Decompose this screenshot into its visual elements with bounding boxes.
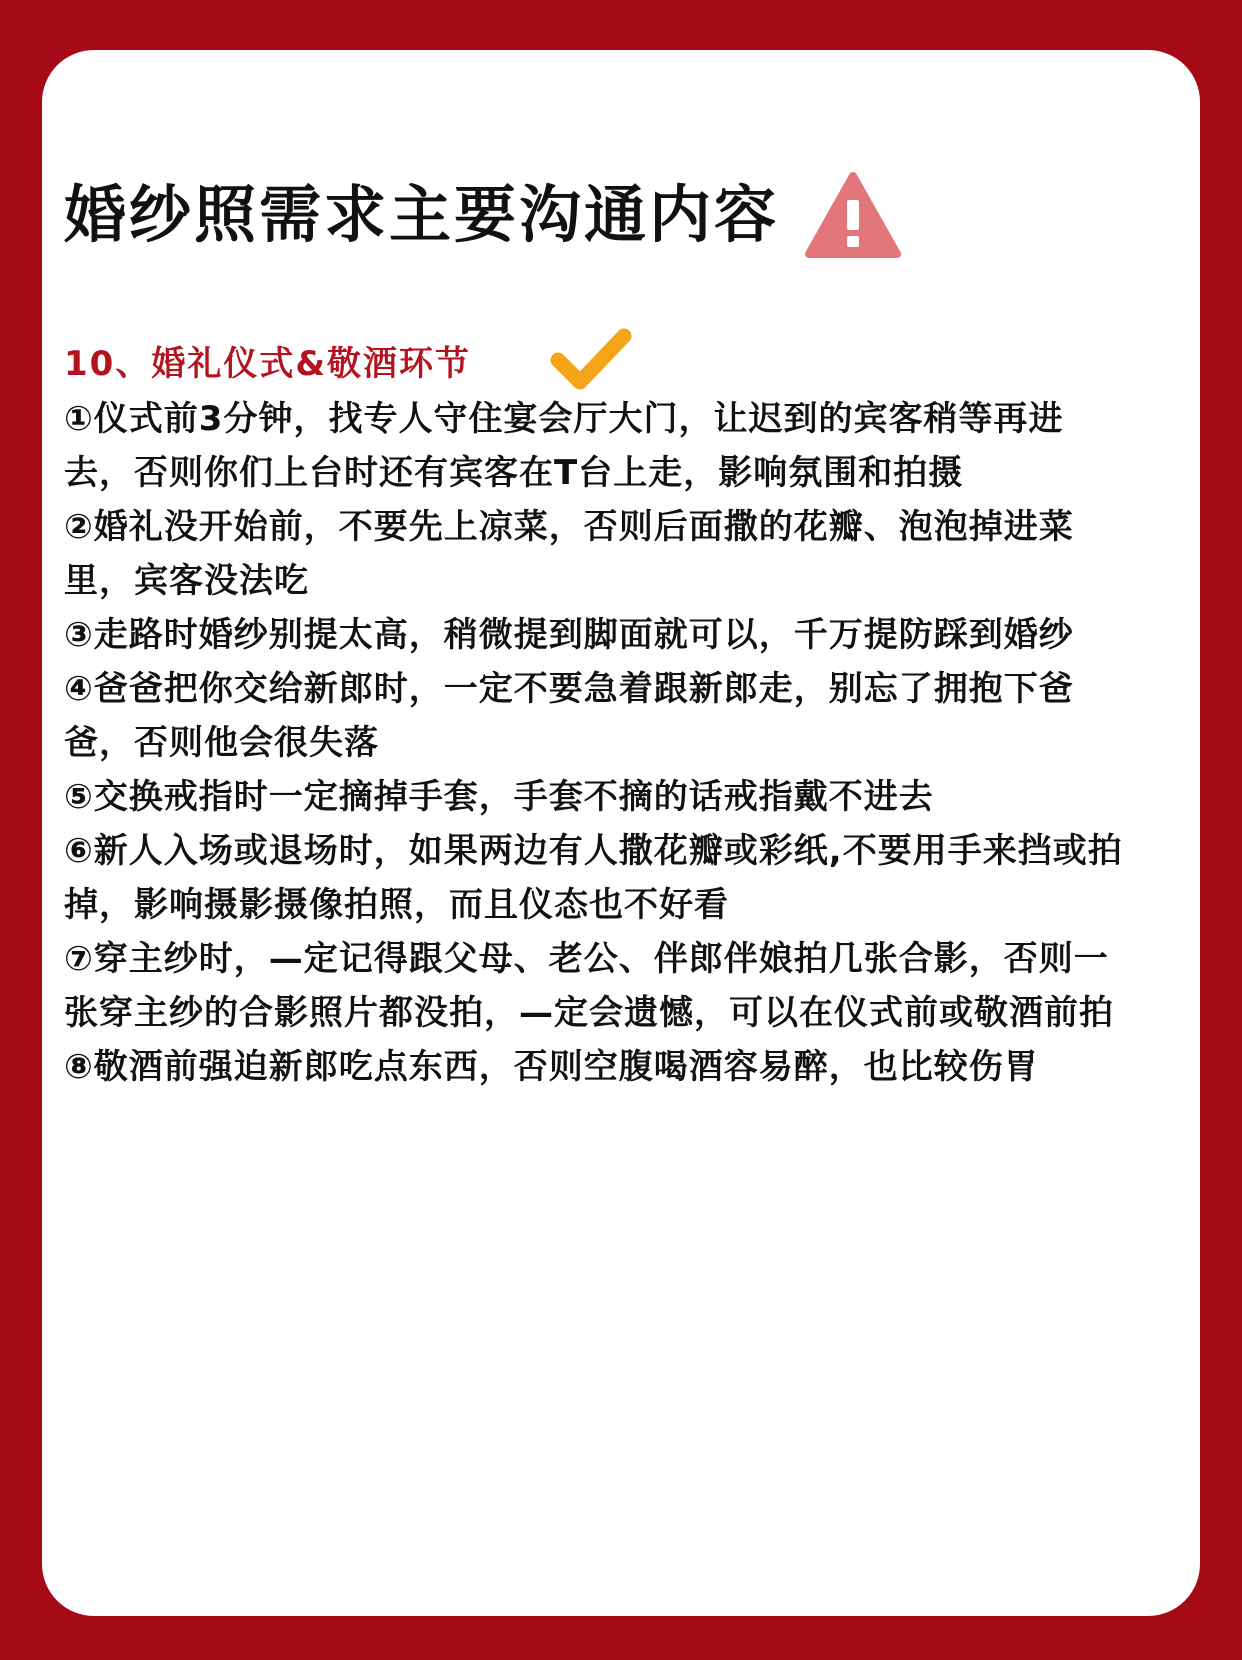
list-item: ②婚礼没开始前，不要先上凉菜，否则后面撒的花瓣、泡泡掉进菜里，宾客没法吃: [64, 507, 1074, 601]
list-item: ⑥新人入场或退场时，如果两边有人撒花瓣或彩纸,不要用手来挡或拍掉，影响摄影摄像拍照，而且仪态也不好看: [64, 831, 1123, 925]
list-item: ①仪式前3分钟，找专人守住宴会厅大门，让迟到的宾客稍等再进去，否则你们上台时还有宾客在T台上走，影响氛围和拍摄: [64, 399, 1064, 493]
warning-triangle-icon: [805, 170, 901, 260]
page-title: 婚纱照需求主要沟通内容: [64, 178, 780, 251]
section-header: [64, 320, 471, 400]
tips-list: [64, 392, 1124, 1094]
checkmark-icon: [540, 322, 636, 400]
header: [64, 170, 901, 260]
list-item: ④爸爸把你交给新郎时，一定不要急着跟新郎走，别忘了拥抱下爸爸，否则他会很失落: [64, 669, 1074, 763]
list-item: ③走路时婚纱别提太高，稍微提到脚面就可以，千万提防踩到婚纱: [64, 615, 1074, 655]
section-title: 10、婚礼仪式&敬酒环节: [64, 343, 471, 384]
list-item: ⑧敬酒前强迫新郎吃点东西，否则空腹喝酒容易醉，也比较伤胃: [64, 1047, 1039, 1087]
list-item: ⑦穿主纱时，—定记得跟父母、老公、伴郎伴娘拍几张合影，否则一张穿主纱的合影照片都没拍，—定会遗憾，可以在仪式前或敬酒前拍: [64, 939, 1114, 1033]
list-item: ⑤交换戒指时一定摘掉手套，手套不摘的话戒指戴不进去: [64, 777, 934, 817]
